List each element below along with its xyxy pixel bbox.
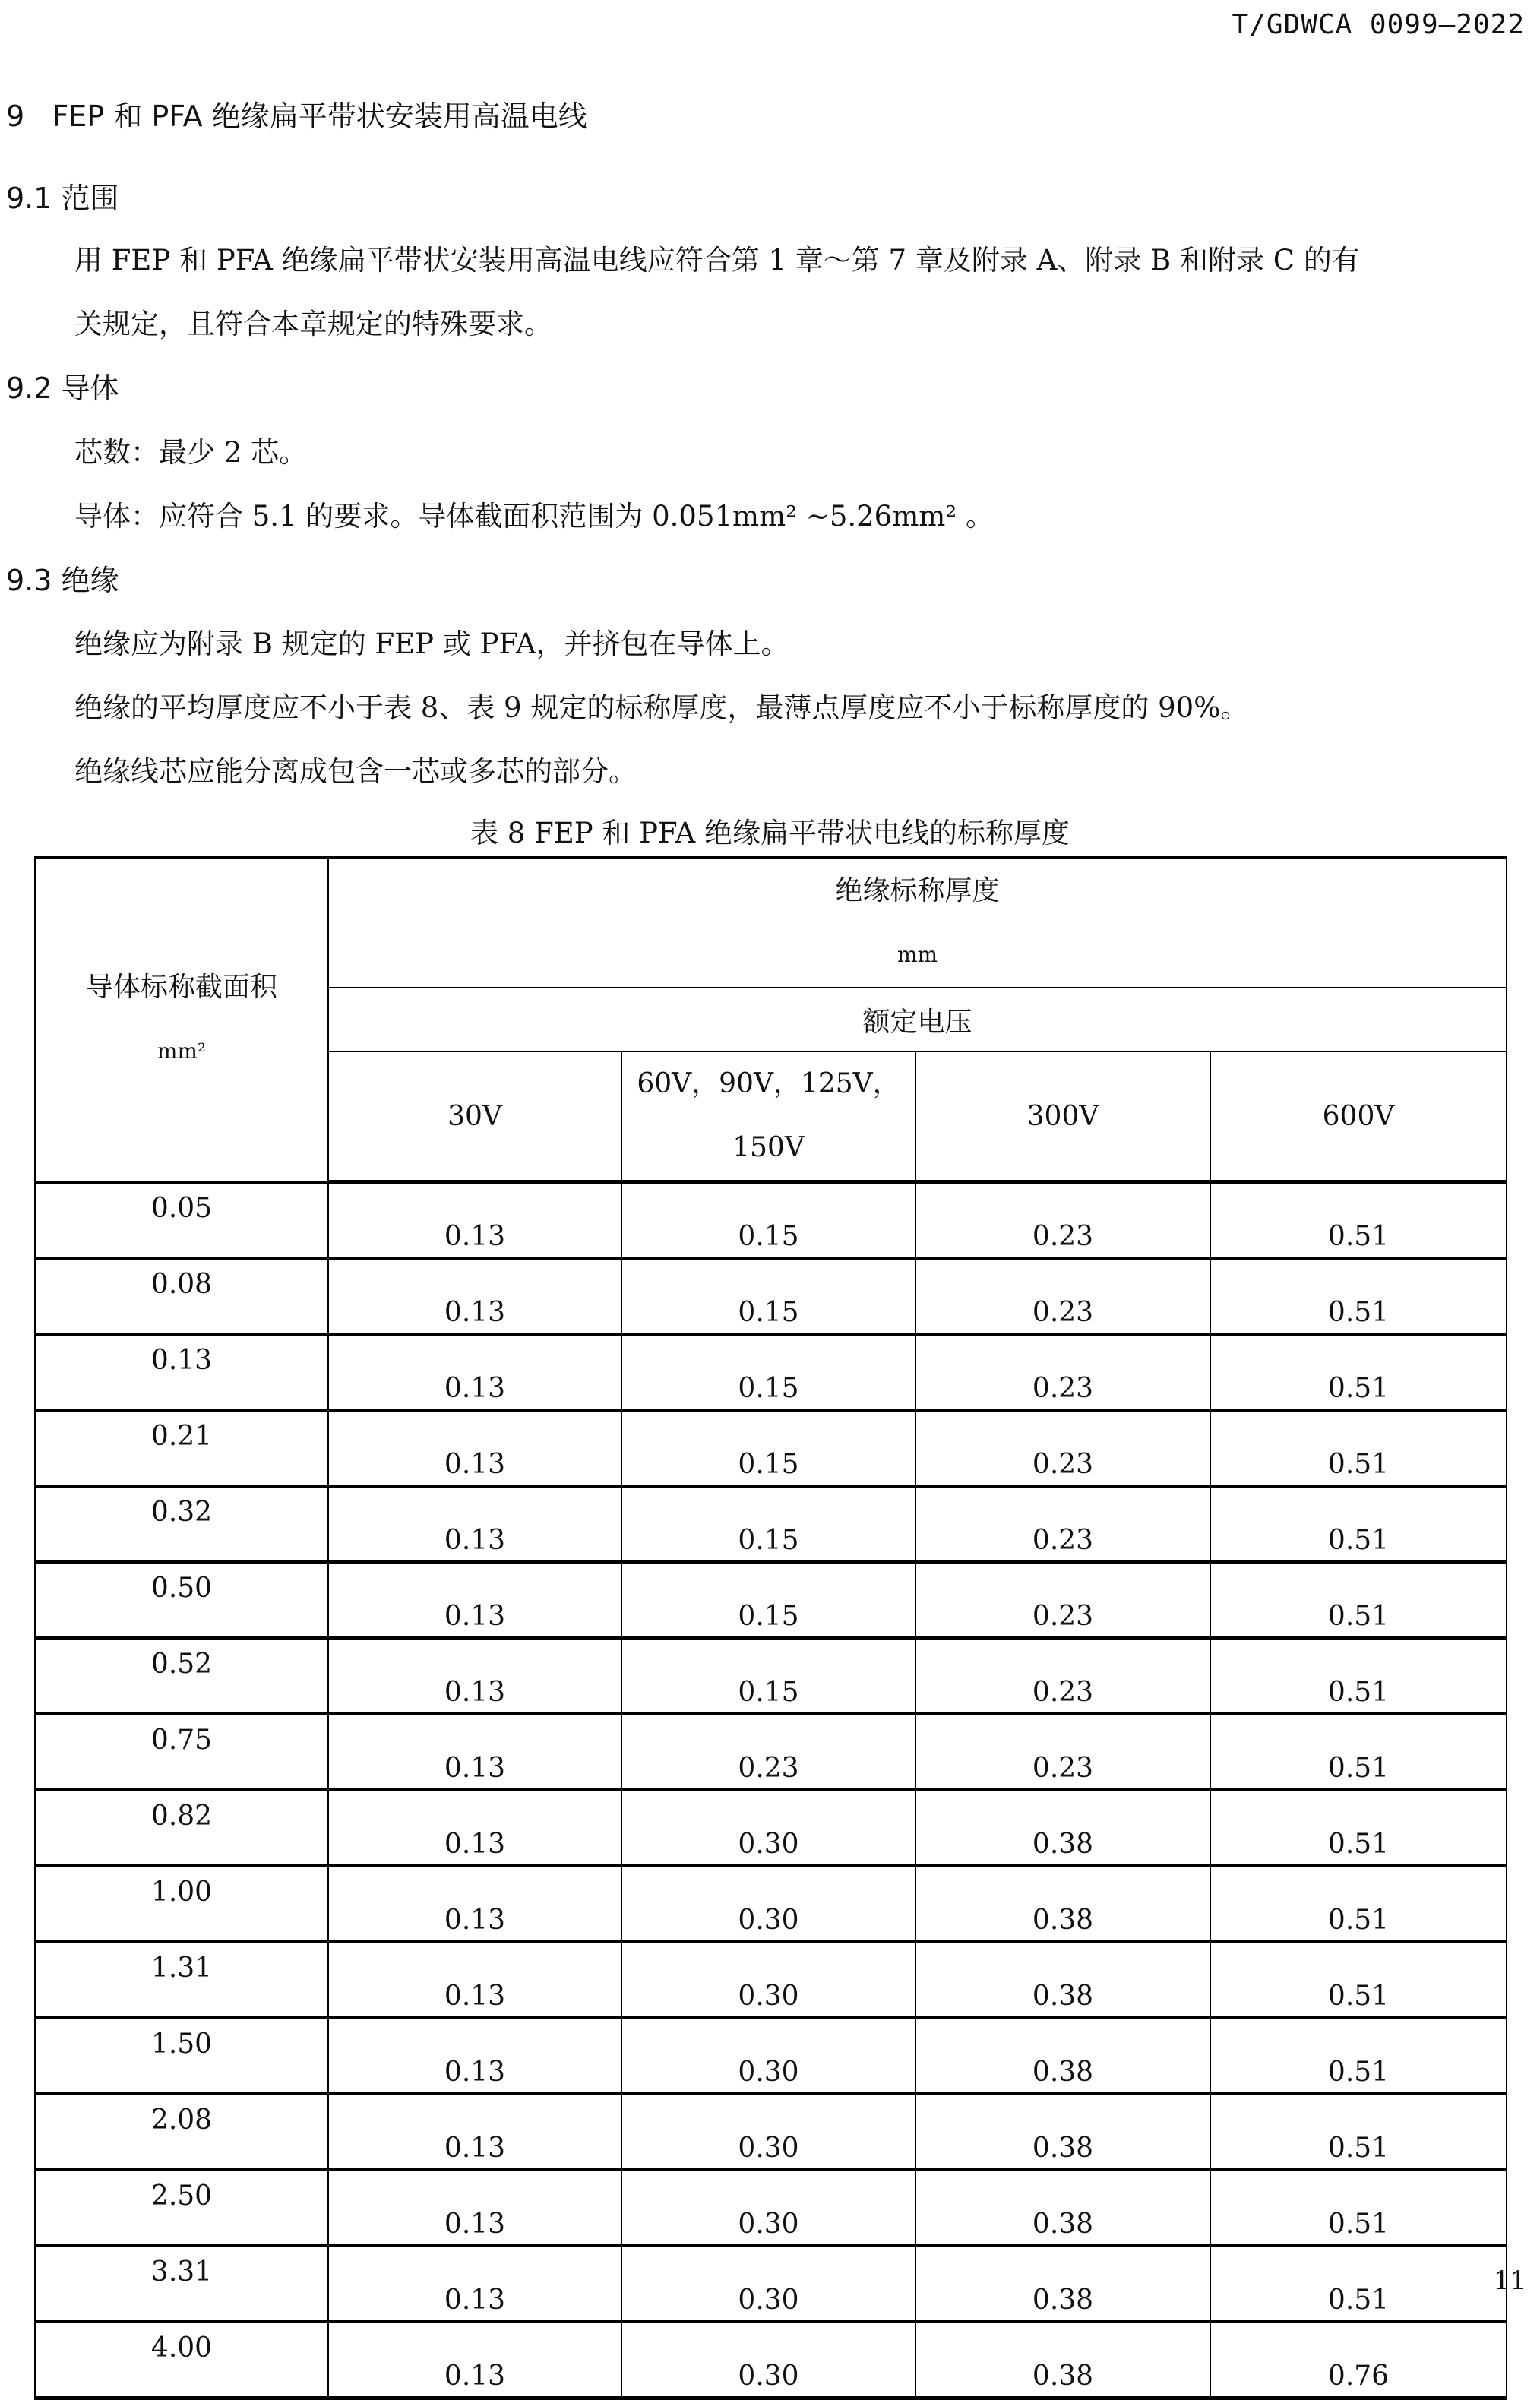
cell-thickness: 0.38 [915,2170,1210,2246]
cell-thickness: 0.30 [621,2094,915,2170]
subsection-heading-9-1 [6,175,119,217]
cell-thickness: 0.23 [915,1714,1210,1790]
header-conductor-area-label: 导体标称截面积 [85,972,277,1004]
cell-thickness: 0.23 [915,1410,1210,1486]
cell-thickness: 0.51 [1210,2094,1507,2170]
cell-conductor-area: 0.21 [35,1410,328,1486]
paragraph: 绝缘应为附录 B 规定的 FEP 或 PFA，并挤包在导体上。 [74,628,789,660]
cell-conductor-area: 1.31 [35,1942,328,2018]
cell-thickness: 0.13 [328,2170,621,2246]
cell-thickness: 0.30 [621,2322,915,2398]
cell-thickness: 0.15 [621,1410,915,1486]
cell-thickness: 0.15 [621,1182,915,1258]
table-row [35,2170,1507,2246]
table-row [35,1258,1507,1334]
cell-thickness: 0.30 [621,1866,915,1942]
cell-thickness: 0.13 [328,1334,621,1410]
header-voltage-300v: 300V [915,1051,1210,1182]
header-insulation-thickness [328,858,1507,988]
header-voltage-60-150v [621,1051,915,1182]
header-voltage-line2: 150V [732,1132,805,1163]
cell-conductor-area: 1.50 [35,2018,328,2094]
cell-thickness: 0.38 [915,2094,1210,2170]
cell-conductor-area: 0.52 [35,1638,328,1714]
cell-thickness: 0.30 [621,2170,915,2246]
cell-thickness: 0.13 [328,1790,621,1866]
header-voltage-line1: 60V，90V，125V， [637,1068,900,1099]
cell-thickness: 0.13 [328,1866,621,1942]
table-row [35,1334,1507,1410]
cell-thickness: 0.23 [915,1334,1210,1410]
cell-thickness: 0.15 [621,1258,915,1334]
cell-thickness: 0.51 [1210,1182,1507,1258]
table-row [35,2322,1507,2398]
cell-thickness: 0.13 [328,1410,621,1486]
cell-thickness: 0.51 [1210,1486,1507,1562]
cell-thickness: 0.38 [915,1790,1210,1866]
cell-thickness: 0.51 [1210,2018,1507,2094]
paragraph: 导体：应符合 5.1 的要求。导体截面积范围为 0.051mm² ~5.26mm² 。 [74,500,994,533]
paragraph: 芯数：最少 2 芯。 [74,436,308,469]
table-row [35,1182,1507,1258]
cell-thickness: 0.13 [328,1182,621,1258]
cell-conductor-area: 0.05 [35,1182,328,1258]
paragraph: 绝缘的平均厚度应不小于表 8、表 9 规定的标称厚度，最薄点厚度应不小于标称厚度的 90%。 [74,691,1249,724]
cell-thickness: 0.13 [328,2018,621,2094]
cell-thickness: 0.51 [1210,2246,1507,2322]
section-title: FEP 和 PFA 绝缘扁平带状安装用高温电线 [52,100,587,133]
cell-thickness: 0.13 [328,2094,621,2170]
table-row [35,1410,1507,1486]
cell-thickness: 0.38 [915,2322,1210,2398]
cell-thickness: 0.51 [1210,2170,1507,2246]
cell-thickness: 0.30 [621,2246,915,2322]
cell-thickness: 0.51 [1210,1942,1507,2018]
table-row [35,1562,1507,1638]
cell-thickness: 0.13 [328,2322,621,2398]
cell-conductor-area: 0.32 [35,1486,328,1562]
cell-conductor-area: 3.31 [35,2246,328,2322]
subsection-number: 9.1 [6,182,52,215]
cell-thickness: 0.51 [1210,1258,1507,1334]
cell-thickness: 0.30 [621,2018,915,2094]
table-row [35,1942,1507,2018]
table-row [35,1638,1507,1714]
subsection-number: 9.3 [6,564,52,597]
cell-thickness: 0.38 [915,2246,1210,2322]
table-row [35,1486,1507,1562]
cell-thickness: 0.13 [328,1942,621,2018]
cell-thickness: 0.23 [915,1486,1210,1562]
cell-thickness: 0.51 [1210,1562,1507,1638]
cell-thickness: 0.23 [621,1714,915,1790]
table-row [35,1714,1507,1790]
cell-thickness: 0.23 [915,1182,1210,1258]
cell-conductor-area: 0.75 [35,1714,328,1790]
header-insulation-thickness-label: 绝缘标称厚度 [835,875,1000,906]
cell-thickness: 0.30 [621,1942,915,2018]
cell-thickness: 0.23 [915,1562,1210,1638]
cell-thickness: 0.15 [621,1334,915,1410]
cell-thickness: 0.23 [915,1258,1210,1334]
cell-thickness: 0.13 [328,1638,621,1714]
paragraph: 用 FEP 和 PFA 绝缘扁平带状安装用高温电线应符合第 1 章～第 7 章及附录 A、附录 B 和附录 C 的有 [74,244,1360,277]
cell-thickness: 0.51 [1210,1638,1507,1714]
cell-conductor-area: 0.50 [35,1562,328,1638]
cell-thickness: 0.51 [1210,1410,1507,1486]
header-conductor-area [35,858,328,1182]
page-number: 11 [1493,2266,1526,2296]
cell-thickness: 0.23 [915,1638,1210,1714]
table-row [35,1866,1507,1942]
cell-thickness: 0.51 [1210,1866,1507,1942]
header-voltage-600v: 600V [1210,1051,1507,1182]
paragraph: 关规定，且符合本章规定的特殊要求。 [74,308,552,340]
thickness-table [34,856,1507,2400]
header-insulation-thickness-unit: mm [896,942,938,967]
cell-conductor-area: 1.00 [35,1866,328,1942]
cell-conductor-area: 0.13 [35,1334,328,1410]
cell-conductor-area: 2.50 [35,2170,328,2246]
cell-conductor-area: 0.82 [35,1790,328,1866]
cell-conductor-area: 0.08 [35,1258,328,1334]
cell-thickness: 0.13 [328,1486,621,1562]
subsection-heading-9-2 [6,365,119,406]
subsection-title: 绝缘 [61,564,119,597]
cell-thickness: 0.13 [328,2246,621,2322]
cell-thickness: 0.76 [1210,2322,1507,2398]
section-heading [6,93,587,134]
cell-thickness: 0.30 [621,1790,915,1866]
cell-thickness: 0.13 [328,1258,621,1334]
table-row [35,2018,1507,2094]
cell-thickness: 0.51 [1210,1790,1507,1866]
header-voltage-30v: 30V [328,1051,621,1182]
subsection-number: 9.2 [6,372,52,405]
cell-thickness: 0.51 [1210,1714,1507,1790]
cell-conductor-area: 4.00 [35,2322,328,2398]
subsection-title: 导体 [61,372,119,405]
document-code: T/GDWCA 0099—2022 [1232,9,1525,40]
cell-thickness: 0.38 [915,2018,1210,2094]
paragraph: 绝缘线芯应能分离成包含一芯或多芯的部分。 [74,755,637,788]
cell-thickness: 0.38 [915,1942,1210,2018]
cell-conductor-area: 2.08 [35,2094,328,2170]
cell-thickness: 0.38 [915,1866,1210,1942]
cell-thickness: 0.51 [1210,1334,1507,1410]
subsection-heading-9-3 [6,557,119,599]
header-conductor-area-unit: mm² [157,1039,207,1064]
subsection-title: 范围 [61,182,119,215]
cell-thickness: 0.15 [621,1486,915,1562]
cell-thickness: 0.15 [621,1562,915,1638]
cell-thickness: 0.13 [328,1714,621,1790]
section-number: 9 [6,100,25,133]
table-caption: 表 8 FEP 和 PFA 绝缘扁平带状电线的标称厚度 [470,817,1070,849]
header-rated-voltage: 额定电压 [328,988,1507,1051]
table-row [35,1790,1507,1866]
table-row [35,2246,1507,2322]
cell-thickness: 0.13 [328,1562,621,1638]
cell-thickness: 0.15 [621,1638,915,1714]
table-row [35,2094,1507,2170]
